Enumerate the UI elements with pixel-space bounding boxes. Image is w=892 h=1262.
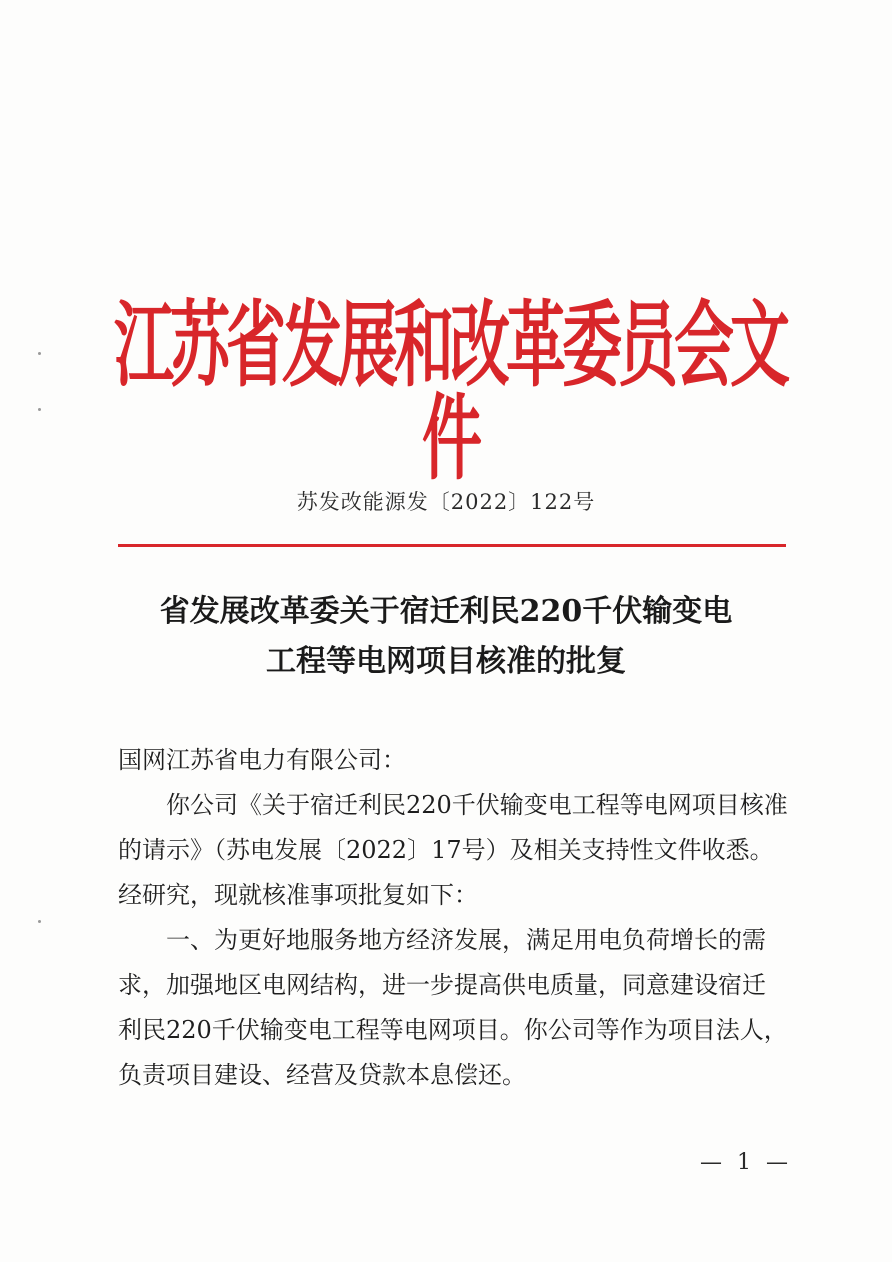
paragraph-2: 一、为更好地服务地方经济发展，满足用电负荷增长的需求，加强地区电网结构，进一步提高供电质量，同意建设宿迁利民220千伏输变电工程等电网项目。你公司等作为项目法人，负责项目建设、经营及贷款本息偿还。 <box>118 926 788 1089</box>
salutation: 国网江苏省电力有限公司： <box>118 746 406 774</box>
scan-speck <box>38 408 41 411</box>
document-title-line-1: 省发展改革委关于宿迁利民220千伏输变电 <box>159 594 733 629</box>
document-number: 苏发改能源发〔2022〕122号 <box>296 490 596 514</box>
document-title <box>110 587 782 687</box>
paragraph-1: 你公司《关于宿迁利民220千伏输变电工程等电网项目核准的请示》（苏电发展〔2022〕17号）及相关支持性文件收悉。经研究，现就核准事项批复如下： <box>118 791 788 909</box>
document-body <box>118 738 788 1098</box>
scan-speck <box>38 920 41 923</box>
issuer-header-title: 江苏省发展和改革委员会文件 <box>114 292 786 494</box>
scan-speck <box>38 352 41 355</box>
document-title-line-2: 工程等电网项目核准的批复 <box>266 644 626 679</box>
page-number: — 1 — <box>700 1150 792 1175</box>
red-divider-line <box>118 544 786 547</box>
